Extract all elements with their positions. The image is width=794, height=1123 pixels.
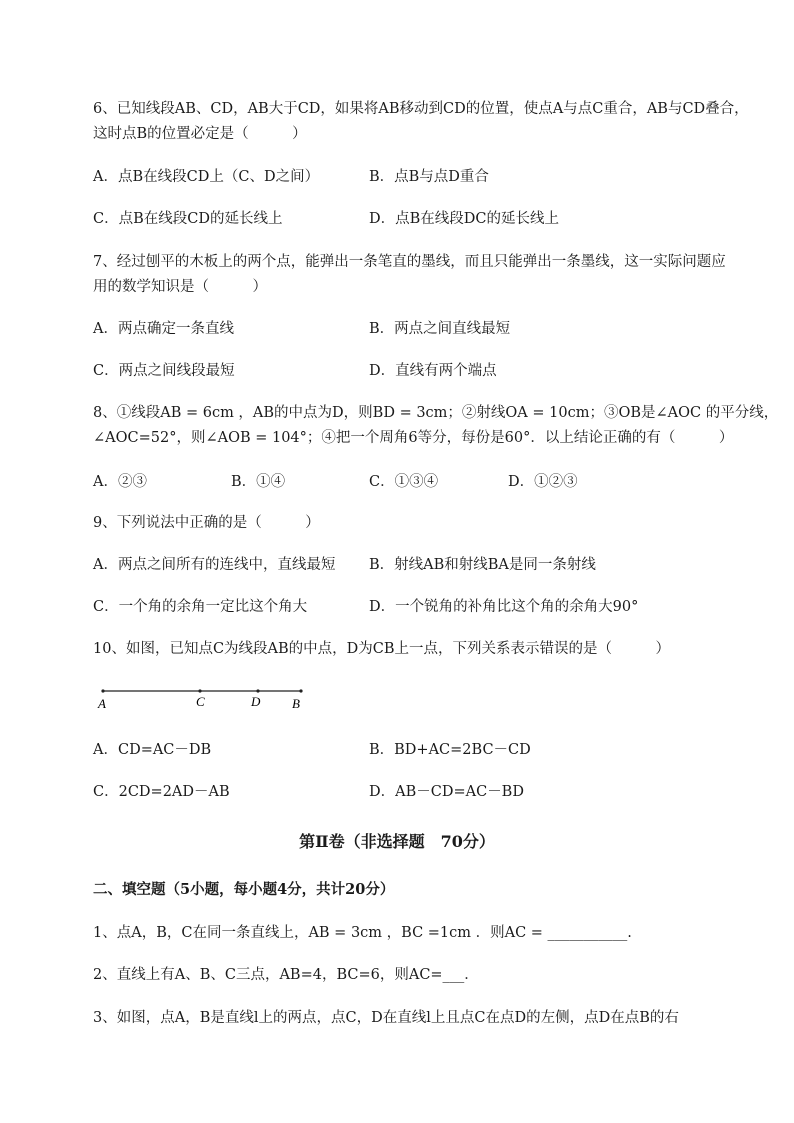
- q8-option-a: A．②③: [93, 474, 147, 490]
- section-title: 第Ⅱ卷（非选择题 70分）: [299, 832, 495, 851]
- q9-option-c: C．一个角的余角一定比这个角大: [93, 599, 308, 615]
- label-b: B: [292, 696, 300, 711]
- q6-option-b: B．点B与点D重合: [369, 169, 489, 185]
- q10-stem: 10、如图，已知点C为线段AB的中点，D为CB上一点，下列关系表示错误的是（ ）: [93, 641, 671, 657]
- label-d: D: [251, 694, 261, 709]
- q7-option-d: D．直线有两个端点: [369, 363, 497, 379]
- fill-q3: 3、如图，点A，B是直线l上的两点，点C，D在直线l上且点C在点D的左侧，点D在点B的右: [93, 1010, 679, 1026]
- q9-option-b: B．射线AB和射线BA是同一条射线: [369, 557, 596, 573]
- q9-stem: 9、下列说法中正确的是（ ）: [93, 515, 320, 531]
- fill-q1: 1、点A，B，C在同一条直线上，AB = 3cm ，BC =1cm ．则AC = ___________.: [93, 925, 632, 941]
- q7-option-b: B．两点之间直线最短: [369, 321, 511, 337]
- q9-option-a: A．两点之间所有的连线中，直线最短: [93, 557, 336, 573]
- q6-option-a: A．点B在线段CD上（C、D之间）: [93, 169, 320, 185]
- q9-option-d: D．一个锐角的补角比这个角的余角大90°: [369, 599, 639, 615]
- q10-option-b: B．BD+AC=2BC－CD: [369, 742, 531, 758]
- q8-stem-line2: ∠AOC=52°，则∠AOB = 104°；④把一个周角6等分，每份是60°．以上结论正确的有（ ）: [93, 430, 734, 446]
- q6-option-c: C．点B在线段CD的延长线上: [93, 211, 283, 227]
- q7-option-a: A．两点确定一条直线: [93, 321, 234, 337]
- q10-option-d: D．AB－CD=AC－BD: [369, 784, 524, 800]
- q7-option-c: C．两点之间线段最短: [93, 363, 235, 379]
- fill-q2: 2、直线上有A、B、C三点，AB=4，BC=6，则AC=___．: [93, 967, 479, 983]
- q6-option-d: D．点B在线段DC的延长线上: [369, 211, 560, 227]
- label-a: A: [98, 696, 106, 711]
- q8-stem-line1: 8、①线段AB = 6cm ，AB的中点为D，则BD = 3cm；②射线OA = 10cm；③OB是∠AOC 的平分线，: [93, 405, 779, 421]
- q8-option-b: B．①④: [231, 474, 286, 490]
- label-c: C: [196, 694, 205, 709]
- segment-figure: [93, 683, 323, 713]
- point-a-dot: [101, 689, 104, 692]
- section-subtitle: 二、填空题（5小题，每小题4分，共计20分）: [93, 881, 395, 898]
- q6-stem-line2: 这时点B的位置必定是（ ）: [93, 126, 307, 142]
- q7-stem-line2: 用的数学知识是（ ）: [93, 279, 267, 295]
- q8-option-c: C．①③④: [369, 474, 439, 490]
- point-b-dot: [299, 689, 302, 692]
- q8-option-d: D．①②③: [508, 474, 578, 490]
- point-d-dot: [256, 689, 259, 692]
- point-c-dot: [198, 689, 201, 692]
- q7-stem-line1: 7、经过刨平的木板上的两个点，能弹出一条笔直的墨线，而且只能弹出一条墨线，这一实际问题应: [93, 254, 726, 270]
- q6-stem-line1: 6、已知线段AB、CD，AB大于CD，如果将AB移动到CD的位置，使点A与点C重合，AB与CD叠合，: [93, 101, 749, 117]
- q10-option-c: C．2CD=2AD－AB: [93, 784, 230, 800]
- q10-option-a: A．CD=AC－DB: [93, 742, 212, 758]
